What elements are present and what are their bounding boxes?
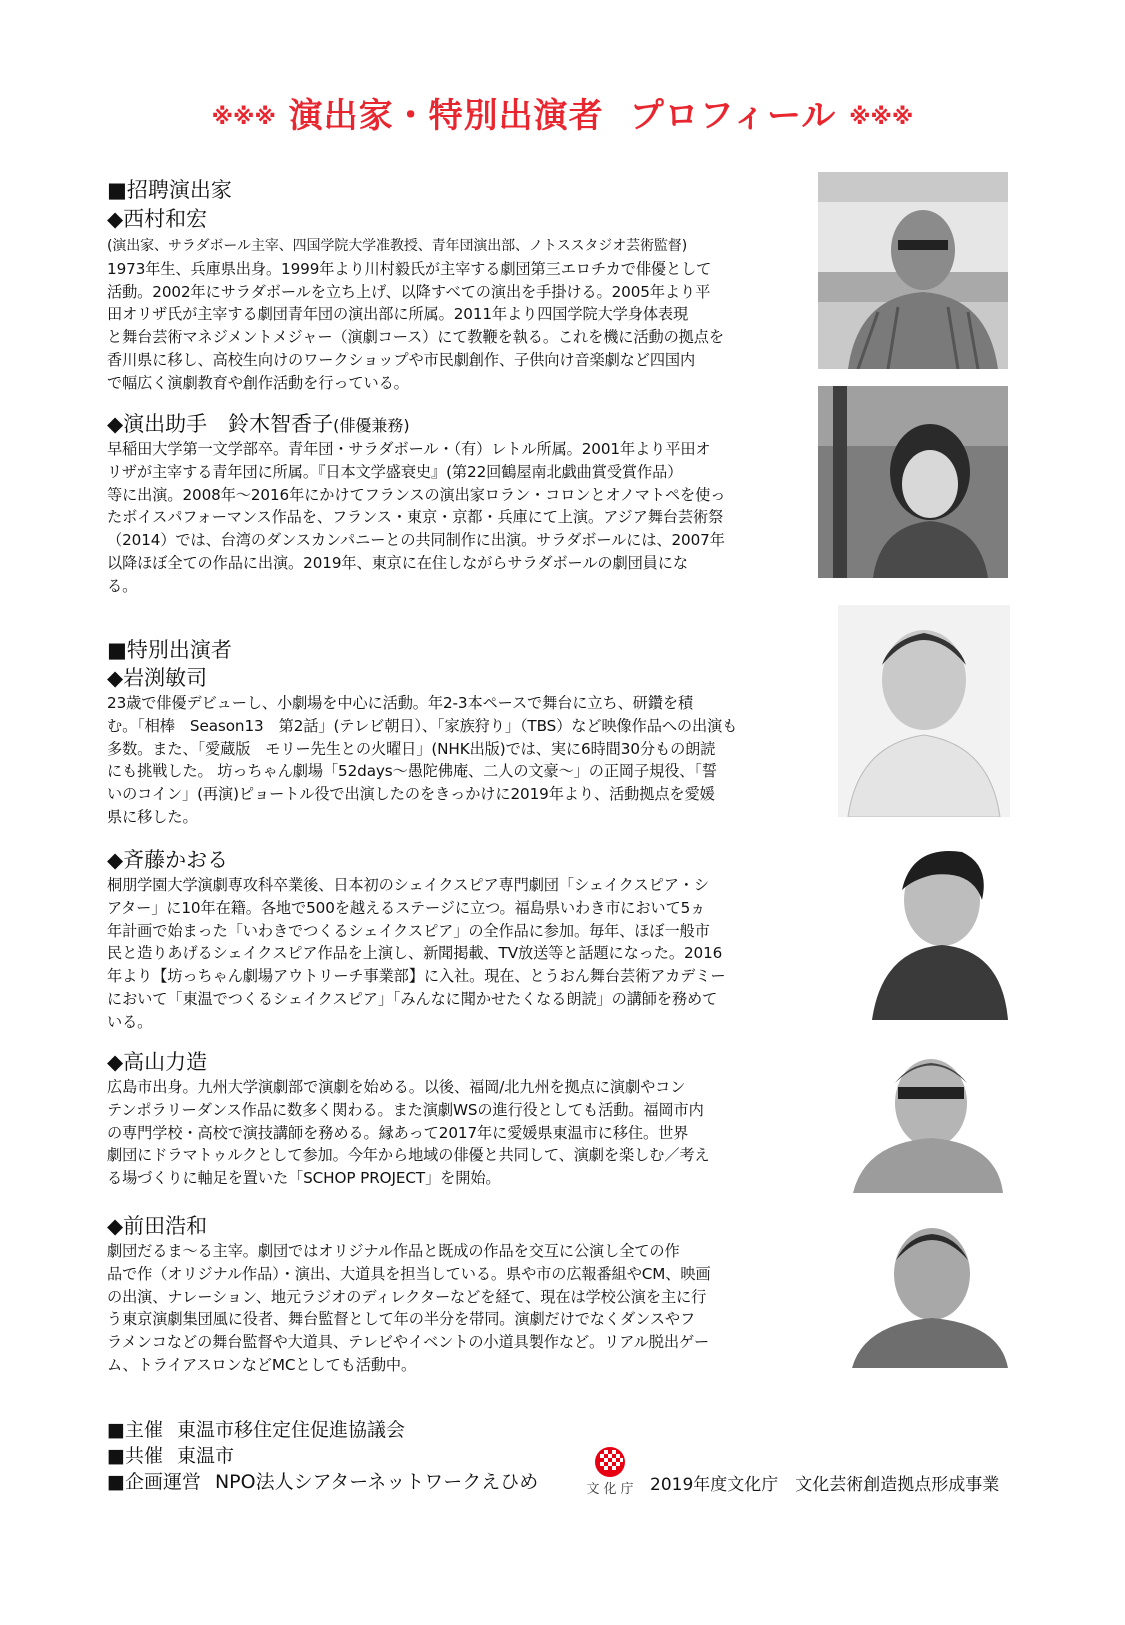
suzuki-photo [818, 386, 1008, 578]
takayama-text: 広島市出身。九州大学演劇部で演劇を始める。以後、福岡/北九州を拠点に演劇やコン テンポラリーダンス作品に数多く関わる。また演劇WSの進行役としても活動。福岡市内 の専門学校・高校で演技講師を務める。縁あって2017年に愛媛県東温市に移住。世界 劇団にドラマトゥルクとして参加。今年から地域の俳優と共同して、演劇を楽しむ／考え る場づくりに軸足を置いた「SCHOP PROJECT」を開始。 [107, 1078, 710, 1188]
iwabuchi-photo [838, 605, 1010, 817]
nishimura-name: ◆西村和宏 [107, 207, 208, 231]
suzuki-name: ◆演出助手 鈴木智香子 [107, 412, 334, 436]
takayama-name: ◆高山力造 [107, 1050, 208, 1074]
performers-heading: ■特別出演者 [107, 638, 232, 662]
directors-heading: ■招聘演出家 [107, 178, 232, 202]
footer-host [107, 1418, 405, 1443]
maeda-photo [852, 1212, 1008, 1368]
saito-photo [872, 840, 1008, 1020]
saito-text: 桐朋学園大学演劇専攻科卒業後、日本初のシェイクスピア専門劇団「シェイクスピア・シ アター」に10年在籍。各地で500を越えるステージに立つ。福島県いわき市において5ヵ 年計画で始まった「いわきでつくるシェイクスピア」の全作品に参加。毎年、ほぼ一般市 民と造りあげるシェイクスピア作品を上演し、新聞掲載、TV放送等と話題になった。2016 年より【坊っちゃん劇場アウトリーチ事業部】に入社。現在、とうおん舞台芸術アカデミー において「東温でつくるシェイクスピア」「みんなに聞かせたくなる朗読」の講師を務めて いる。 [107, 876, 726, 1031]
title-mark-right: ※※※ [849, 105, 914, 130]
cohost-label: ■共催 [107, 1445, 163, 1467]
suzuki-name-note: (俳優兼務) [333, 416, 410, 435]
host-label: ■主催 [107, 1419, 163, 1441]
nishimura-text: 1973年生、兵庫県出身。1999年より川村毅氏が主宰する劇団第三エロチカで俳優として 活動。2002年にサラダボールを立ち上げ、以降すべての演出を手掛ける。2005年より平 田オリザ氏が主宰する劇団青年団の演出部に所属。2011年より四国学院大学身体表現 と舞台芸術マネジメントメジャー（演劇コース）にて教鞭を執る。これを機に活動の拠点を 香川県に移し、高校生向けのワークショップや市民劇創作、子供向け音楽劇など四国内 で幅広く演劇教育や創作活動を行っている。 [107, 259, 724, 392]
maeda-text: 劇団だるま～る主宰。劇団ではオリジナル作品と既成の作品を交互に公演し全ての作 品で作（オリジナル作品）・演出、大道具を担当している。県や市の広報番組やCM、映画 の出演、ナレーション、地元ラジオのディレクターなどを経て、現在は学校公演を主に行 う東京演劇集団風に役者、舞台監督として年の半分を帯同。演劇だけでなくダンスやフ ラメンコなどの舞台監督や大道具、テレビやイベントの小道具製作など。リアル脱出ゲー ム、トライアスロンなどMCとしても活動中。 [107, 1242, 711, 1374]
nishimura-profile [107, 234, 807, 395]
planning-value: NPO法人シアターネットワークえひめ [214, 1471, 539, 1493]
title-main: 演出家・特別出演者 [288, 96, 604, 136]
bunkacho-logo-text: 文化庁 [586, 1482, 638, 1497]
takayama-photo [843, 1043, 1008, 1193]
iwabuchi-text: 23歳で俳優デビューし、小劇場を中心に活動。年2-3本ペースで舞台に立ち、研鑽を積 む。「相棒 Season13 第2話」(テレビ朝日）、「家族狩り」（TBS）など映像作品への出演も 多数。また、「愛蔵版 モリー先生との火曜日」(NHK出版)では、実に6時間30分もの朗読 にも挑戦した。 坊っちゃん劇場「52days～愚陀佛庵、二人の文豪～」の正岡子規役、「誓 いのコイン」(再演)ピョートル役で出演したのをきっかけに2019年より、活動拠点を愛媛 県に移した。 [107, 694, 738, 826]
suzuki-name-line [107, 410, 410, 440]
page-title [0, 88, 1125, 137]
planning-label: ■企画運営 [107, 1471, 201, 1493]
nishimura-subtitle: (演出家、サラダボール主宰、四国学院大学准教授、青年団演出部、ノトススタジオ芸術監督) [107, 238, 688, 254]
footer-planning [107, 1470, 538, 1495]
maeda-name: ◆前田浩和 [107, 1214, 208, 1238]
saito-name: ◆斉藤かおる [107, 848, 229, 872]
title-sub: プロフィール [629, 96, 837, 136]
nishimura-photo [818, 172, 1008, 369]
footer-cohost [107, 1444, 234, 1469]
cohost-value: 東温市 [176, 1445, 234, 1467]
program-name: 2019年度文化庁 文化芸術創造拠点形成事業 [650, 1475, 1000, 1495]
title-mark-left: ※※※ [211, 105, 276, 130]
suzuki-text: 早稲田大学第一文学部卒。青年団・サラダボール・（有）レトル所属。2001年より平田オ リザが主宰する青年団に所属。『日本文学盛衰史』(第22回鶴屋南北戯曲賞受賞作品） 等に出演。2008年～2016年にかけてフランスの演出家ロラン・コロンとオノマトペを使っ たボイスパフォーマンス作品を、フランス・東京・京都・兵庫にて上演。アジア舞台芸術祭 （2014）では、台湾のダンスカンパニーとの共同制作に出演。サラダボールには、2007年 以降ほぼ全ての作品に出演。2019年、東京に在住しながらサラダボールの劇団員にな る。 [107, 440, 726, 595]
iwabuchi-name: ◆岩渕敏司 [107, 666, 208, 690]
host-value: 東温市移住定住促進協議会 [176, 1419, 405, 1441]
